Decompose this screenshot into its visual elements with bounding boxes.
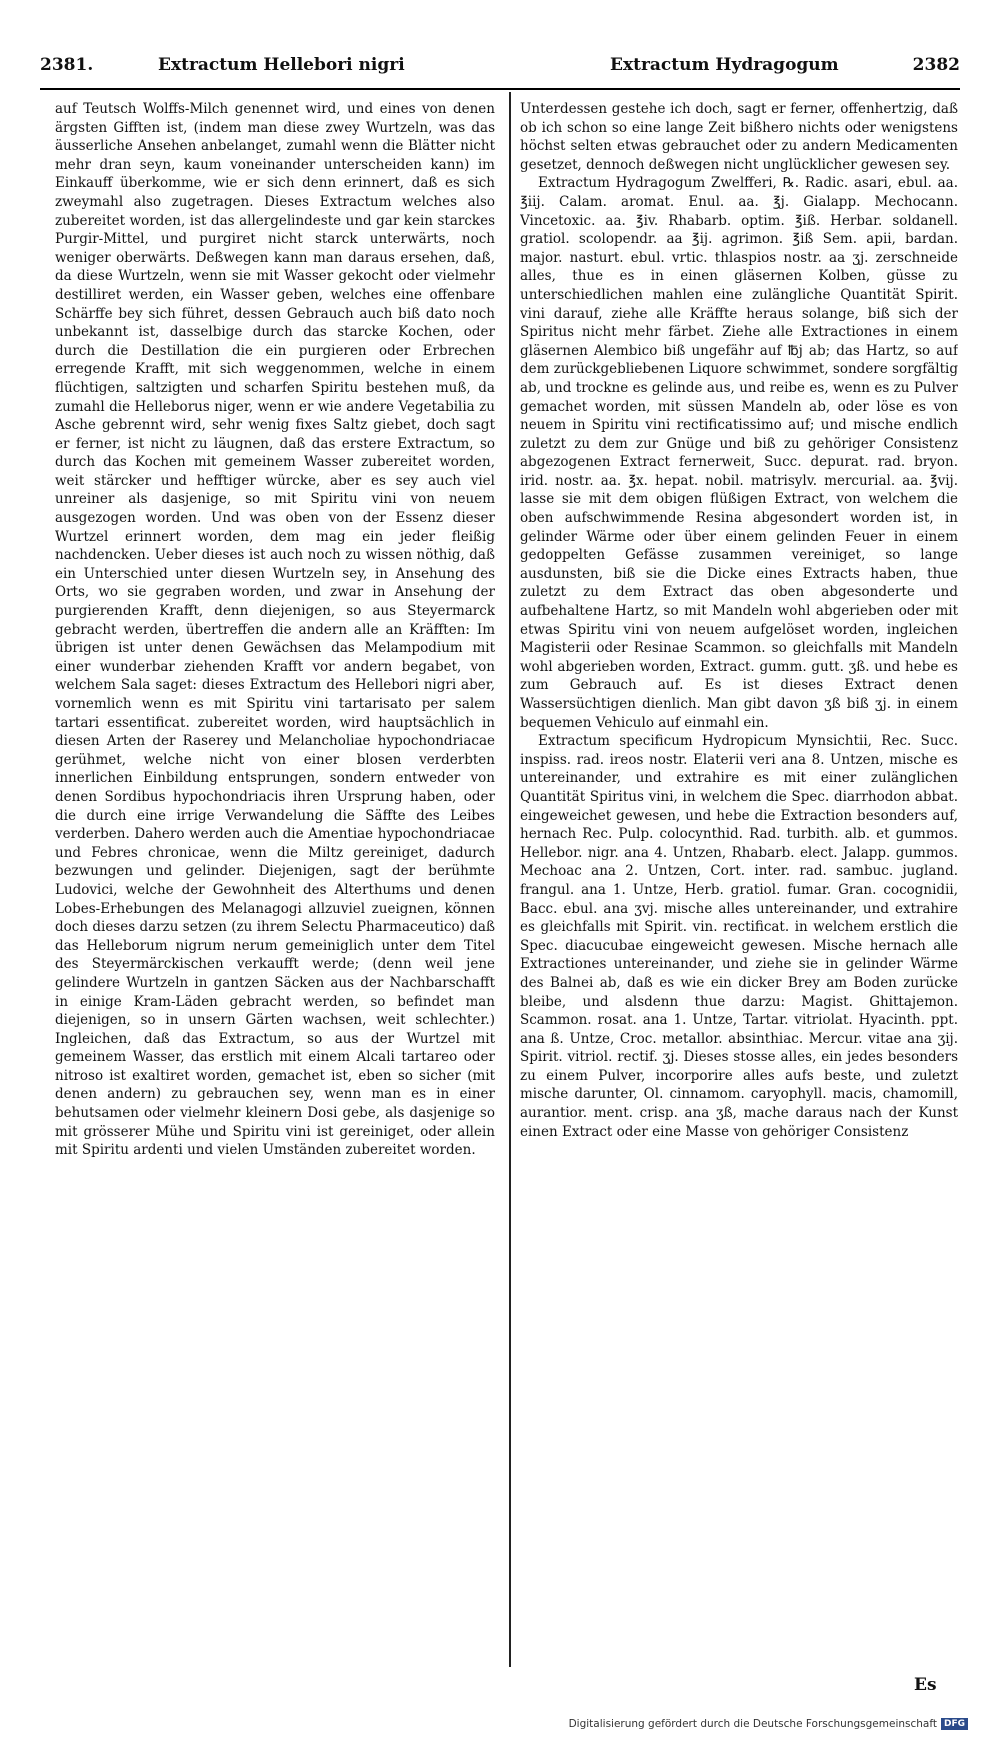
running-header	[40, 55, 960, 89]
left-column	[55, 100, 495, 1680]
header-rule	[40, 88, 960, 90]
right-paragraph-1: Unterdessen gestehe ich doch, sagt er ferner, offenhertzig, daß ob ich schon so eine lange Zeit bißhero nichts oder wenigstens höchst selten etwas gebrauchet oder zu andern Medicamenten gesetzet, dennoch deßwegen nicht unglücklicher gewesen sey.	[520, 101, 958, 173]
left-column-text: auf Teutsch Wolffs-Milch genennet wird, und eines von denen ärgsten Gifften ist, (indem man diese zwey Wurtzeln, was das äusserliche Ansehen anbelanget, zumahl wenn die Blätter nicht mehr dran seyn, kaum voneinander unterscheiden kann) im Einkauff überkomme, wie er sich denn erinnert, daß es sich zweymahl also zugetragen. Dieses Extractum welches also zubereitet worden, ist das allergelindeste und gar kein starckes Purgir-Mittel, und purgiret nicht starck unterwärts, noch weniger oberwärts. Deßwegen kann man daraus ersehen, daß, da diese Wurtzeln, wenn sie mit Wasser gekocht oder vielmehr destilliret werden, ein Wasser geben, welches eine offenbare Schärffe bey sich führet, dessen Gebrauch auch biß dato noch unbekannt ist, dasselbige durch das starcke Kochen, oder durch die Destillation die ein purgieren oder Erbrechen erregende Krafft, mit sich weggenommen, welche in einem flüchtigen, saltzigten und scharfen Spiritu bestehen muß, da zumahl die Helleborus niger, wenn er wie andere Vegetabilia zu Asche gebrennt wird, sehr wenig fixes Saltz giebet, doch sagt er ferner, ist nicht zu läugnen, daß das erstere Extractum, so durch das Kochen mit gemeinem Wasser zubereitet worden, weit stärcker und hefftiger würcke, aber es sey auch viel unreiner als dasjenige, so mit Spiritu vini von neuem ausgezogen worden. Und was oben von der Essenz dieser Wurtzel erinnert worden, dem mag ein jeder fleißig nachdencken. Ueber dieses ist auch noch zu wissen nöthig, daß ein Unterschied unter diesen Wurtzeln sey, in Ansehung des Orts, wo sie gegraben worden, und zwar in Ansehung der purgierenden Krafft, denn diejenigen, so aus Steyermarck gebracht werden, übertreffen die andern alle an Kräfften: Im übrigen ist unter denen Gewächsen das Melampodium mit einer wunderbar ziehenden Krafft vor andern begabet, von welchem Sala saget: dieses Extractum des Hellebori nigri aber, vornemlich wenn es mit Spiritu vini tartarisato per salem tartari essentificat. zubereitet worden, wird hauptsächlich in diesen Arten der Raserey und Melancholiae hypochondriacae gerühmet, welche nicht von einer blosen verderbten innerlichen Einbildung entsprungen, sondern entweder von denen Sordibus hypochondriacis ihren Ursprung haben, oder die durch eine irrige Verwandelung die Säffte des Leibes verderben. Dahero werden auch die Amentiae hypochondriacae und Febres chronicae, wenn die Miltz gereiniget, dadurch bezwungen und gelinder. Diejenigen, sagt der berühmte Ludovici, welche der Gewohnheit des Alterthums und denen Lobes-Erhebungen des Melanagogi allzuviel zueignen, können doch dieses darzu setzen (zu ihrem Selectu Pharmaceutico) daß das Helleborum nigrum nerum gemeiniglich unter dem Titel des Steyermärckischen verkaufft werde; (denn weil jene gelindere Wurtzeln in gantzen Säcken aus der Nachbarschafft in einige Kram-Läden gebracht werden, so befindet man diejenigen, so in unsern Gärten wachsen, weit schlechter.) Ingleichen, daß das Extractum, so aus der Wurtzel mit gemeinem Wasser, das erstlich mit einem Alcali tartareo oder nitroso ist exaltiret worden, gemachet ist, eben so sicher (mit denen andern) zu gebrauchen sey, wenn man es in einer behutsamen oder vielmehr kleinern Dosi gebe, als dasjenige so mit grösserer Mühe und Spiritu vini ist gereiniget, oder allein mit Spiritu ardenti und vielen Umständen zubereitet worden.	[55, 101, 495, 1159]
page-number-left: 2381.	[40, 55, 94, 75]
right-column	[520, 100, 958, 1680]
column-divider	[509, 92, 511, 1667]
dfg-logo: DFG	[941, 1718, 968, 1730]
right-paragraph-3: Extractum specificum Hydropicum Mynsichtii, Rec. Succ. inspiss. rad. ireos nostr. Elaterii veri ana 8. Untzen, mische es untereinander, und extrahire es mit einer zulänglichen Quantität Spiritus vini, in welchem die Spec. diarrhodon abbat. eingeweichet gewesen, und hebe die Extraction besonders auf, hernach Rec. Pulp. colocynthid. Rad. turbith. alb. et gummos. Hellebor. nigr. ana 4. Untzen, Rhabarb. elect. Jalapp. gummos. Mechoac ana 2. Untzen, Cort. inter. rad. sambuc. jugland. frangul. ana 1. Untze, Herb. gratiol. fumar. Gran. cocognidii, Bacc. ebul. ana ʒvj. mische alles untereinander, und extrahire es gleichfalls mit Spirit. vin. rectificat. in welchem erstlich die Spec. diacucubae eingeweicht gewesen. Mische hernach alle Extractiones untereinander, und ziehe sie in gelinder Wärme des Balnei ab, daß es wie ein dicker Brey am Boden zurücke bleibe, und alsdenn thue darzu: Magist. Ghittajemon. Scammon. rosat. ana 1. Untze, Tartar. vitriolat. Hyacinth. ppt. ana ß. Untze, Croc. metallor. absinthiac. Mercur. vitae ana ʒij. Spirit. vitriol. rectif. ʒj. Dieses stosse alles, ein jedes besonders zu einem Pulver, incorporire alles aufs beste, und zuletzt mische darunter, Ol. cinnamom. caryophyll. macis, chamomill, aurantior. ment. crisp. ana ʒß, mache daraus nach der Kunst einen Extract oder eine Masse von gehöriger Consistenz	[520, 733, 958, 1140]
running-title-left: Extractum Hellebori nigri	[158, 55, 405, 75]
page-number-right: 2382	[912, 55, 960, 75]
right-paragraph-2: Extractum Hydragogum Zwelfferi, ℞. Radic. asari, ebul. aa. ℥iij. Calam. aromat. Enul. aa. ℥j. Gialapp. Mechocann. Vincetoxic. aa. ℥iv. Rhabarb. optim. ℥iß. Herbar. soldanell. gratiol. scolopendr. aa ℥ij. agrimon. ℥iß Sem. apii, bardan. major. nasturt. ebul. vrtic. thlaspios nostr. aa ʒj. zerschneide alles, thue es in einen gläsernen Kolben, güsse zu unterschiedlichen mahlen eine zulängliche Quantität Spirit. vini darauf, ziehe alle Kräffte heraus solange, biß sich der Spiritus nicht mehr färbet. Ziehe alle Extractiones in einem gläsernen Alembico biß ungefähr auf ℔j ab; das Hartz, so auf dem zurückgebliebenen Liquore schwimmet, sondere sorgfältig ab, und trockne es gelinde aus, und reibe es, wenn es zu Pulver gemachet worden, mit süssen Mandeln ab, oder löse es von neuem in Spiritu vini rectificatissimo auf; und mische endlich zuletzt zu dem zur Gnüge und biß zu gehöriger Consistenz abgezogenen Extract fernerweit, Succ. depurat. rad. bryon. irid. nostr. aa. ℥x. hepat. nobil. matrisylv. mercurial. aa. ℥vij. lasse sie mit dem obigen flüßigen Extract, von welchem die oben aufschwimmende Resina abgesondert worden ist, in gelinder Wärme oder über einem gelinden Feuer in einem gedoppelten Gefässe zusammen vereiniget, so lange ausdunsten, biß sie die Dicke eines Extracts haben, thue zuletzt zu dem Extract das oben abgesonderte und aufbehaltene Hartz, so mit Mandeln wohl abgerieben oder mit etwas Spiritu vini von neuem aufgelöset worden, ingleichen Magisterii oder Resinae Scammon. so gleichfalls mit Mandeln wohl abgerieben worden, Extract. gumm. gutt. ʒß. und hebe es zum Gebrauch auf. Es ist dieses Extract denen Wassersüchtigen dienlich. Man gibt davon ʒß biß ʒj. in einem bequemen Vehiculo auf einmahl ein.	[520, 175, 958, 731]
running-title-right: Extractum Hydragogum	[610, 55, 839, 75]
digitization-footer	[569, 1718, 968, 1730]
catchword: Es	[914, 1675, 937, 1695]
footer-credit: Digitalisierung gefördert durch die Deutsche Forschungsgemeinschaft	[568, 1718, 937, 1730]
